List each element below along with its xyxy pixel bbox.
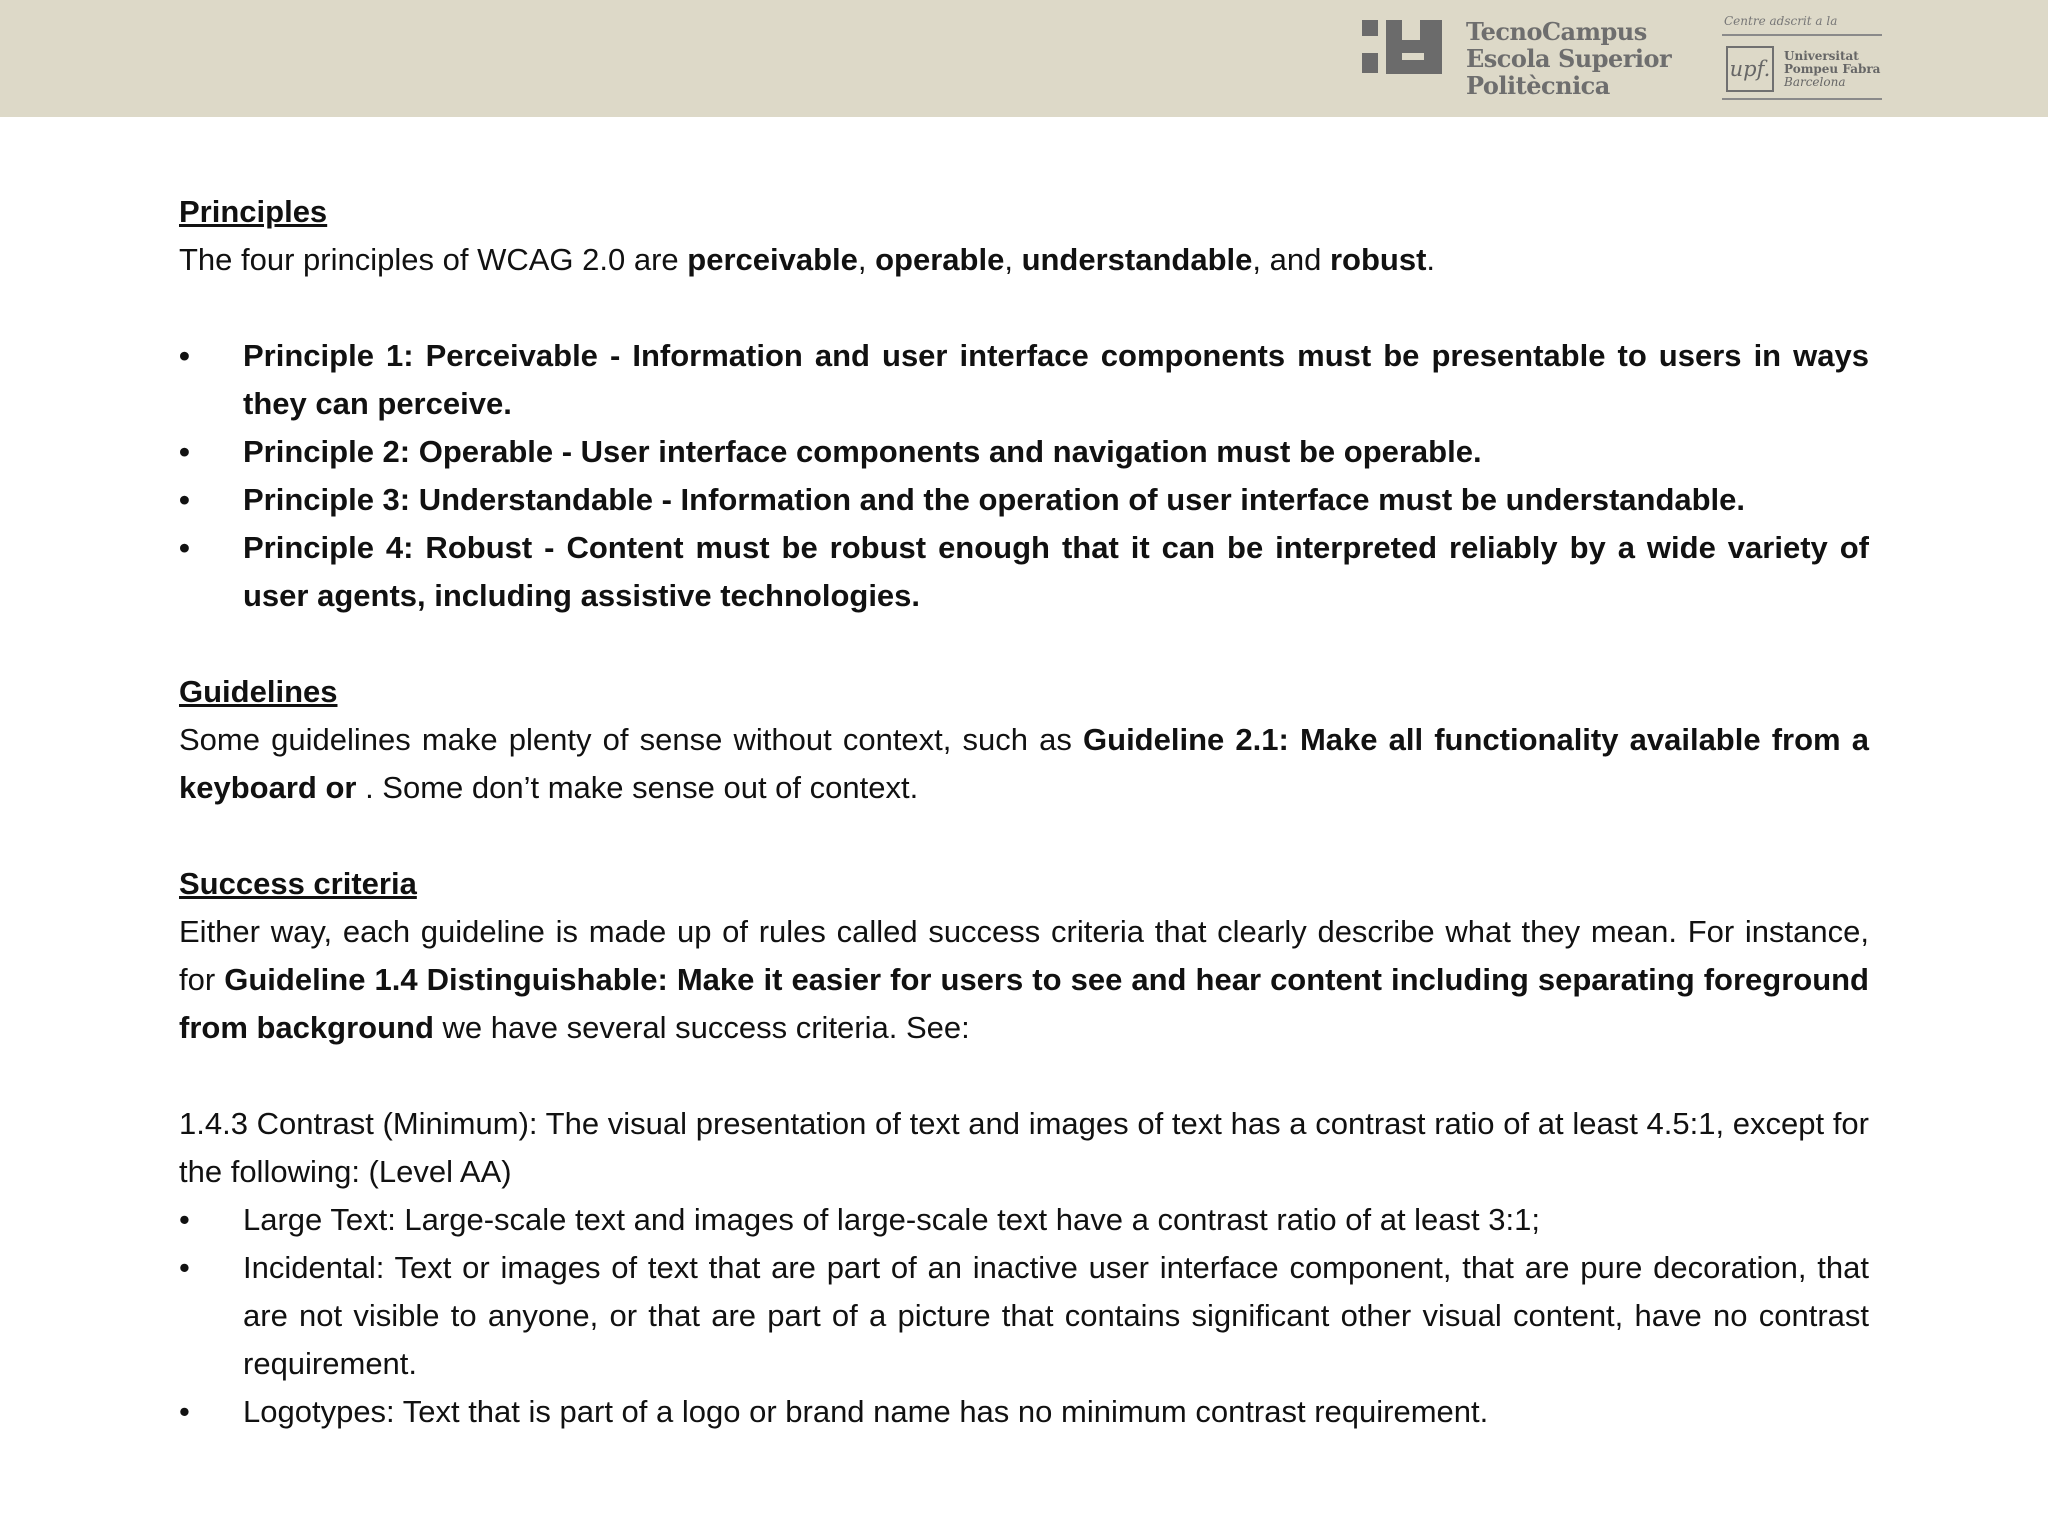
spacer xyxy=(179,1052,1869,1100)
principles-intro xyxy=(179,236,1869,284)
guidelines-paragraph xyxy=(179,716,1869,812)
upf-wordmark xyxy=(1784,50,1880,89)
text-run: , xyxy=(1004,242,1022,277)
guideline-1-4: Guideline 1.4 Distinguishable: Make it easier for users to see and hear content including separating foreground from background xyxy=(179,962,1869,1045)
tecnocampus-wordmark xyxy=(1466,17,1672,100)
guidelines-heading: Guidelines xyxy=(179,674,338,709)
upf-caption: Centre adscrit a la xyxy=(1724,14,1838,28)
principle-item: • Principle 4: Robust - Content must be robust enough that it can be interpreted reliably by a wide variety of user agents, including assistive technologies. xyxy=(179,524,1869,620)
term-perceivable: perceivable xyxy=(687,242,858,277)
principles-heading: Principles xyxy=(179,194,328,229)
spacer xyxy=(179,812,1869,860)
upf-mark-icon: upf. xyxy=(1726,46,1774,92)
term-understandable: understandable xyxy=(1021,242,1253,277)
upf-line-3: Barcelona xyxy=(1784,75,1846,89)
upf-line-1: Universitat xyxy=(1784,49,1859,63)
spacer xyxy=(179,284,1869,332)
term-operable: operable xyxy=(875,242,1005,277)
upf-rule-bottom xyxy=(1722,98,1882,100)
tecnocampus-line-3: Politècnica xyxy=(1466,71,1610,100)
principle-item: • Principle 2: Operable - User interface components and navigation must be operable. xyxy=(179,428,1869,476)
criterion-1-4-3: 1.4.3 Contrast (Minimum): The visual presentation of text and images of text has a contrast ratio of at least 4.5:1, except for the following: (Level AA) xyxy=(179,1106,1869,1189)
text-run: Some guidelines make plenty of sense without context, such as xyxy=(179,722,1084,757)
exception-item: • Logotypes: Text that is part of a logo or brand name has no minimum contrast requirement. xyxy=(179,1388,1869,1436)
upf-rule-top xyxy=(1722,34,1882,36)
text-run: we have several success criteria. See: xyxy=(433,1010,970,1045)
upf-logo xyxy=(1722,14,1884,100)
text-run: , xyxy=(857,242,876,277)
guideline-2-1: Guideline 2.1: Make all functionality available from a keyboard or xyxy=(179,722,1869,805)
success-criteria-paragraph xyxy=(179,908,1869,1052)
principles-list xyxy=(179,332,1869,620)
term-robust: robust xyxy=(1329,242,1427,277)
principle-item: • Principle 1: Perceivable - Information and user interface components must be presentable to users in ways they can perceive. xyxy=(179,332,1869,428)
spacer xyxy=(179,620,1869,668)
slide-content xyxy=(179,188,1869,1436)
tecnocampus-line-1: TecnoCampus xyxy=(1466,17,1647,46)
upf-line-2: Pompeu Fabra xyxy=(1784,62,1881,76)
text-run: Either way, each guideline is made up of rules called success criteria that clearly describe what they mean. For instance, for xyxy=(179,914,1869,997)
text-run: , and xyxy=(1252,242,1330,277)
principle-item: • Principle 3: Understandable - Information and the operation of user interface must be understandable. xyxy=(179,476,1869,524)
tecnocampus-line-2: Escola Superior xyxy=(1466,44,1672,73)
success-criteria-heading: Success criteria xyxy=(179,866,417,901)
tecnocampus-mark-icon xyxy=(1362,20,1442,74)
text-run: The four principles of WCAG 2.0 are xyxy=(179,242,688,277)
exception-item: • Incidental: Text or images of text that are part of an inactive user interface component, that are pure decoration, that are not visible to anyone, or that are part of a picture that contains significant other visual content, have no contrast requirement. xyxy=(179,1244,1869,1388)
text-run: . Some don’t make sense out of context. xyxy=(356,770,919,805)
criterion-exceptions-list xyxy=(179,1196,1869,1436)
text-run: . xyxy=(1426,242,1436,277)
exception-item: • Large Text: Large-scale text and images of large-scale text have a contrast ratio of at least 3:1; xyxy=(179,1196,1869,1244)
header-band xyxy=(0,0,2048,117)
